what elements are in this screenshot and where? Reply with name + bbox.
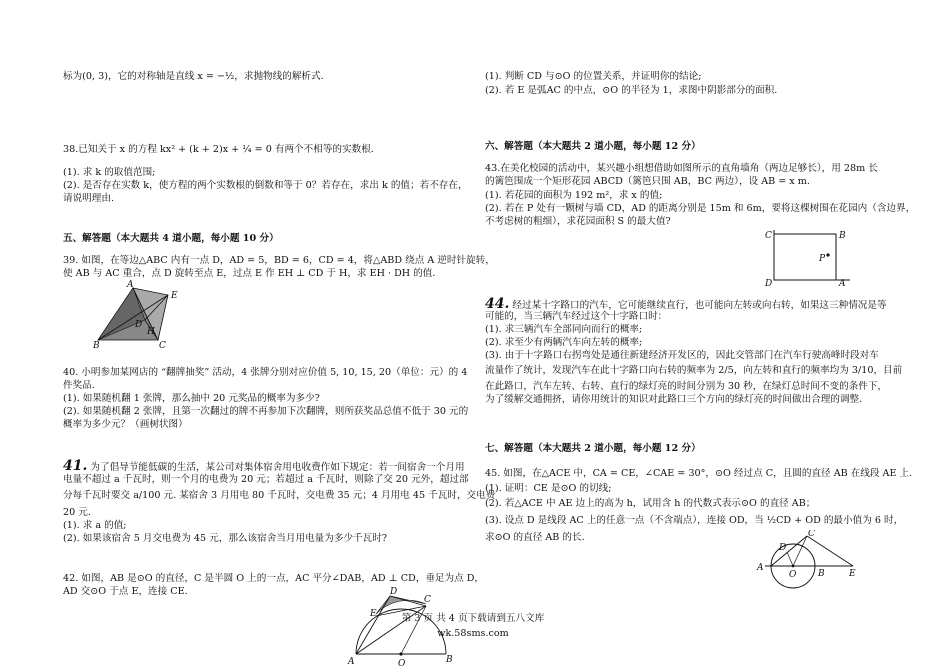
fig42-label-C: C (424, 595, 431, 605)
q41-part2: (2). 如果该宿舍 5 月交电费为 45 元，那么该宿舍当月用电量为多少千瓦时? (63, 533, 387, 544)
q45-part3a: (3). 设点 D 是线段 AC 上的任意一点（不含端点），连接 OD，当 ½CD + OD 的最小值为 6 时， (485, 515, 904, 526)
q44-part3d: 为了缓解交通拥挤，请你用统计的知识对此路口三个方向的绿灯亮的时间做出合理的调整. (485, 394, 863, 405)
q40-part2b: 概率为多少元？（画树状图） (63, 419, 188, 430)
q40-line2: 件奖品. (63, 380, 95, 391)
q37-tail: 标为(0, 3)，它的对称轴是直线 x = −½，求抛物线的解析式. (63, 71, 324, 82)
q38-part1: (1). 求 k 的取值范围; (63, 167, 156, 178)
q41-line2: 电量不超过 a 千瓦时，则一个月的电费为 20 元；若超过 a 千瓦时，则除了交 20 元外，超过部 (63, 474, 469, 485)
section-7-heading: 七、解答题（本大题共 2 道小题，每小题 12 分） (485, 443, 701, 454)
q39-line1: 39. 如图，在等边△ABC 内有一点 D，AD = 5，BD = 6，CD = 4，将△ABD 绕点 A 逆时针旋转， (63, 255, 495, 266)
q41-line3: 分每千瓦时要交 a/100 元. 某宿舍 3 月用电 80 千瓦时，交电费 35 元；4 月用电 45 千瓦时，交电费 (63, 490, 496, 501)
q38-part2b: 请说明理由. (63, 193, 115, 204)
q43-line2: 的篱笆围成一个矩形花园 ABCD（篱笆只围 AB，BC 两边），设 AB = x m. (485, 176, 810, 187)
q41-line4: 20 元. (63, 507, 91, 518)
fig39-label-D: D (135, 320, 143, 330)
fig43-label-P: P (819, 254, 826, 264)
q44-part3b: 流量作了统计，发现汽车在此十字路口向右转的频率为 2/5，向左转和直行的频率均为 3/10，目前 (485, 365, 903, 376)
q42-part1: (1). 判断 CD 与⊙O 的位置关系，并证明你的结论; (485, 71, 702, 82)
fig43-label-C: C (765, 231, 772, 241)
fig45-label-C: C (808, 530, 815, 539)
q45-part2: (2). 若△ACE 中 AE 边上的高为 h，试用含 h 的代数式表示⊙O 的直径 AB； (485, 498, 816, 509)
section-5-heading: 五、解答题（本大题共 4 道小题，每小题 10 分） (63, 233, 279, 244)
fig45-label-O: O (789, 570, 797, 580)
section-6-heading: 六、解答题（本大题共 2 道小题，每小题 12 分） (485, 141, 701, 152)
fig42-label-B: B (446, 655, 453, 665)
q44-text1: 经过某十字路口的汽车，它可能继续直行，也可能向左转或向右转，如果这三种情况是等 (512, 300, 887, 311)
fig45-label-D: D (779, 543, 787, 553)
q40-line1: 40. 小明参加某网店的 “翻牌抽奖” 活动，4 张牌分别对应价值 5, 10, 15, 20（单位：元）的 4 (63, 367, 468, 378)
q42-line1: 42. 如图，AB 是⊙O 的直径，C 是半圆 O 上的一点，AC 平分∠DAB，AD ⊥ CD，垂足为点 D， (63, 573, 485, 584)
q43-line1: 43.在美化校园的活动中，某兴趣小组想借助如图所示的直角墙角（两边足够长），用 28m 长 (485, 163, 878, 174)
q41-part1: (1). 求 a 的值; (63, 520, 127, 531)
q45-line1: 45. 如图，在△ACE 中，CA = CE，∠CAE = 30°，⊙O 经过点 C，且圆的直径 AB 在线段 AE 上. (485, 468, 913, 479)
fig45-label-B: B (818, 569, 825, 579)
q44-line2: 可能的，当三辆汽车经过这个十字路口时： (485, 311, 668, 322)
q45-part1: (1). 证明：CE 是⊙O 的切线; (485, 483, 612, 494)
q41-text1: 为了倡导节能低碳的生活，某公司对集体宿舍用电收费作如下规定：若一间宿舍一个月用 (90, 462, 465, 473)
fig42-label-O: O (398, 659, 406, 668)
q41-number: 41. (63, 458, 88, 474)
fig43-label-A: A (839, 279, 846, 288)
q44-part3a: (3). 由于十字路口右拐弯处是通往新建经济开发区的，因此交管部门在汽车行驶高峰时段对车 (485, 350, 879, 361)
q45-part3b: 求⊙O 的直径 AB 的长. (485, 532, 585, 543)
q44-part3c: 在此路口，汽车左转、右转、直行的绿灯亮的时间分别为 30 秒，在绿灯总时间不变的条件下， (485, 381, 888, 392)
fig39-label-A: A (127, 280, 134, 290)
fig42-label-D: D (390, 587, 398, 597)
figure-q45 (755, 530, 865, 590)
q38-part2a: (2). 是否存在实数 k，使方程的两个实数根的倒数和等于 0？若存在，求出 k 的值；若不存在， (63, 180, 468, 191)
q42-line2: AD 交⊙O 于点 E，连接 CE. (63, 586, 188, 597)
q44-part1: (1). 求三辆汽车全部同向而行的概率; (485, 324, 643, 335)
q43-part2b: 不考虑树的粗细），求花园面积 S 的最大值? (485, 216, 671, 227)
fig39-label-E: E (171, 291, 178, 301)
q42-part2: (2). 若 E 是弧AC 的中点，⊙O 的半径为 1，求图中阴影部分的面积. (485, 85, 778, 96)
q40-part2a: (2). 如果随机翻 2 张牌，且第一次翻过的牌不再参加下次翻牌，则所获奖品总值不低于 30 元的 (63, 406, 469, 417)
q40-part1: (1). 如果随机翻 1 张牌，那么抽中 20 元奖品的概率为多少? (63, 393, 320, 404)
fig39-label-C: C (159, 341, 166, 350)
q38-stem: 38.已知关于 x 的方程 kx² + (k + 2)x + ¼ = 0 有两个不相等的实数根. (63, 144, 374, 155)
figure-q39 (93, 280, 223, 350)
q43-part1: (1). 若花园的面积为 192 m²，求 x 的值; (485, 190, 663, 201)
q44-number: 44. (485, 296, 510, 312)
q43-part2a: (2). 若在 P 处有一颗树与墙 CD，AD 的距离分别是 15m 和 6m，要将这棵树围在花园内（含边界， (485, 203, 916, 214)
q39-line2: 使 AB 与 AC 重合，点 D 旋转至点 E，过点 E 作 EH ⊥ CD 于 H，求 EH · DH 的值. (63, 268, 436, 279)
fig42-label-E: E (370, 609, 377, 619)
fig45-label-A: A (757, 563, 764, 573)
fig45-label-E: E (849, 569, 856, 579)
fig43-label-B: B (839, 231, 846, 241)
q44-part2: (2). 求至少有两辆汽车向左转的概率; (485, 337, 643, 348)
fig42-label-A: A (348, 657, 355, 667)
fig39-label-H: H (147, 327, 155, 337)
page-footer: 第 3 页 共 4 页下载请到五八文库 wk.58sms.com (401, 613, 545, 639)
fig43-label-D: D (765, 279, 773, 288)
fig39-label-B: B (93, 341, 100, 350)
figure-q43 (762, 228, 852, 288)
